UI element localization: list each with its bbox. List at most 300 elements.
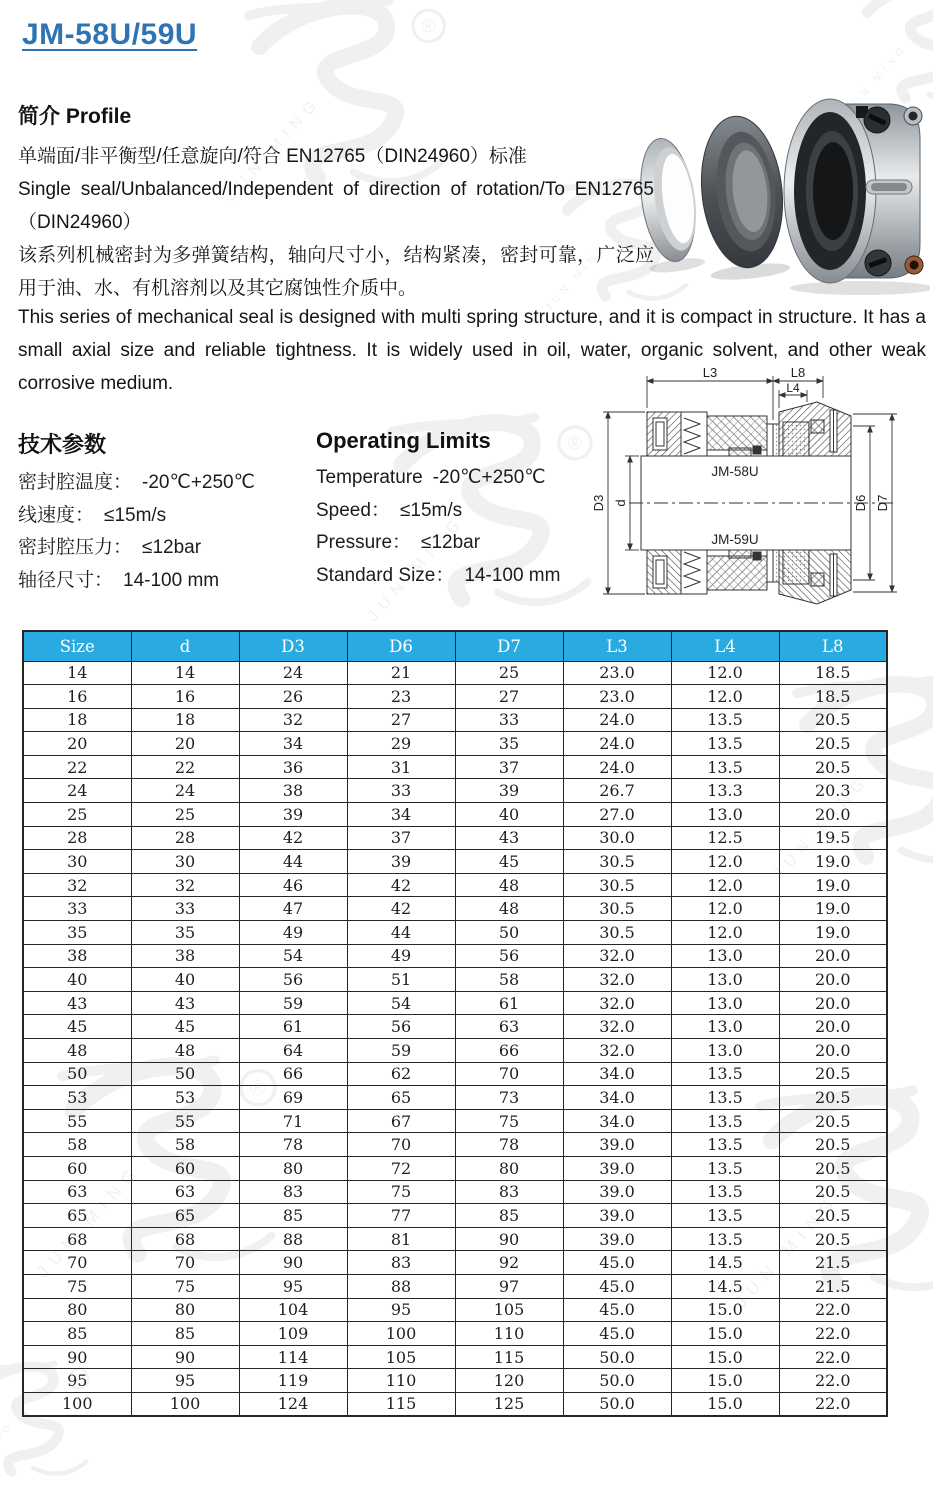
table-row bbox=[23, 1274, 887, 1298]
table-cell: 16 bbox=[23, 685, 131, 709]
table-cell: 83 bbox=[239, 1180, 347, 1204]
table-cell: 54 bbox=[239, 944, 347, 968]
table-cell: 39 bbox=[239, 803, 347, 827]
table-cell: 95 bbox=[23, 1369, 131, 1393]
tech-params-heading: 技术参数 bbox=[18, 432, 107, 457]
table-cell: 36 bbox=[239, 755, 347, 779]
table-cell: 13.5 bbox=[671, 755, 779, 779]
table-cell: 80 bbox=[23, 1298, 131, 1322]
column-header: L8 bbox=[779, 631, 887, 661]
table-cell: 58 bbox=[23, 1133, 131, 1157]
table-cell: 40 bbox=[131, 968, 239, 992]
table-cell: 25 bbox=[131, 803, 239, 827]
table-cell: 26.7 bbox=[563, 779, 671, 803]
table-cell: 14.5 bbox=[671, 1251, 779, 1275]
table-row bbox=[23, 1086, 887, 1110]
table-cell: 68 bbox=[23, 1227, 131, 1251]
table-cell: 45.0 bbox=[563, 1322, 671, 1346]
table-cell: 32 bbox=[23, 873, 131, 897]
column-header: D6 bbox=[347, 631, 455, 661]
table-cell: 120 bbox=[455, 1369, 563, 1393]
table-cell: 14 bbox=[23, 661, 131, 685]
table-cell: 75 bbox=[131, 1274, 239, 1298]
table-cell: 13.5 bbox=[671, 1086, 779, 1110]
table-cell: 13.0 bbox=[671, 1015, 779, 1039]
table-cell: 33 bbox=[347, 779, 455, 803]
table-cell: 110 bbox=[347, 1369, 455, 1393]
table-cell: 21.5 bbox=[779, 1251, 887, 1275]
table-cell: 12.0 bbox=[671, 661, 779, 685]
table-cell: 72 bbox=[347, 1156, 455, 1180]
table-cell: 13.3 bbox=[671, 779, 779, 803]
table-cell: 20.0 bbox=[779, 991, 887, 1015]
table-row bbox=[23, 1039, 887, 1063]
limit-speed: Speed： ≤15m/s bbox=[316, 499, 463, 521]
table-cell: 45.0 bbox=[563, 1298, 671, 1322]
table-cell: 15.0 bbox=[671, 1369, 779, 1393]
table-cell: 15.0 bbox=[671, 1392, 779, 1416]
table-cell: 114 bbox=[239, 1345, 347, 1369]
profile-line-en: Single seal/Unbalanced/Independent of direction of rotation/To EN12765（DIN24960） bbox=[18, 179, 654, 233]
table-cell: 39.0 bbox=[563, 1227, 671, 1251]
table-cell: 30.0 bbox=[563, 826, 671, 850]
table-row bbox=[23, 897, 887, 921]
table-cell: 33 bbox=[131, 897, 239, 921]
table-cell: 90 bbox=[131, 1345, 239, 1369]
table-cell: 30.5 bbox=[563, 850, 671, 874]
param-speed: 线速度： ≤15m/s bbox=[18, 504, 167, 526]
table-row bbox=[23, 1180, 887, 1204]
dim-label-d6: D6 bbox=[853, 494, 868, 512]
table-cell: 78 bbox=[239, 1133, 347, 1157]
table-cell: 48 bbox=[131, 1039, 239, 1063]
table-cell: 31 bbox=[347, 755, 455, 779]
limit-size: Standard Size： 14-100 mm bbox=[316, 564, 561, 586]
table-cell: 32.0 bbox=[563, 968, 671, 992]
table-cell: 24.0 bbox=[563, 708, 671, 732]
table-cell: 19.0 bbox=[779, 873, 887, 897]
table-cell: 32.0 bbox=[563, 991, 671, 1015]
table-row bbox=[23, 803, 887, 827]
table-cell: 81 bbox=[347, 1227, 455, 1251]
profile-para-en: This series of mechanical seal is designed with multi spring structure, and it is compact in structure. It has a small axial size and reliable tightness. It is widely used in oil, water, organic solvent, and other weak corrosive medium. bbox=[18, 307, 926, 394]
table-cell: 85 bbox=[455, 1204, 563, 1228]
dim-label-l4: L4 bbox=[786, 381, 800, 395]
table-cell: 42 bbox=[347, 873, 455, 897]
table-cell: 24 bbox=[239, 661, 347, 685]
table-cell: 65 bbox=[347, 1086, 455, 1110]
table-cell: 100 bbox=[23, 1392, 131, 1416]
table-cell: 37 bbox=[347, 826, 455, 850]
table-cell: 12.0 bbox=[671, 685, 779, 709]
table-cell: 20.5 bbox=[779, 1133, 887, 1157]
table-cell: 95 bbox=[131, 1369, 239, 1393]
table-row bbox=[23, 1298, 887, 1322]
operating-limits-section bbox=[316, 428, 596, 592]
table-cell: 28 bbox=[23, 826, 131, 850]
table-cell: 60 bbox=[131, 1156, 239, 1180]
table-cell: 19.0 bbox=[779, 850, 887, 874]
table-cell: 13.5 bbox=[671, 1109, 779, 1133]
table-cell: 39.0 bbox=[563, 1204, 671, 1228]
table-cell: 20.5 bbox=[779, 1227, 887, 1251]
table-cell: 18 bbox=[131, 708, 239, 732]
table-cell: 53 bbox=[131, 1086, 239, 1110]
table-row bbox=[23, 1369, 887, 1393]
table-cell: 105 bbox=[347, 1345, 455, 1369]
table-cell: 67 bbox=[347, 1109, 455, 1133]
table-cell: 75 bbox=[23, 1274, 131, 1298]
table-cell: 24 bbox=[23, 779, 131, 803]
table-cell: 110 bbox=[455, 1322, 563, 1346]
table-cell: 13.0 bbox=[671, 968, 779, 992]
table-cell: 26 bbox=[239, 685, 347, 709]
table-cell: 20.0 bbox=[779, 803, 887, 827]
table-cell: 34.0 bbox=[563, 1062, 671, 1086]
table-cell: 70 bbox=[347, 1133, 455, 1157]
table-row bbox=[23, 732, 887, 756]
table-cell: 23.0 bbox=[563, 661, 671, 685]
table-cell: 125 bbox=[455, 1392, 563, 1416]
profile-heading-en: Profile bbox=[65, 105, 132, 128]
table-cell: 66 bbox=[455, 1039, 563, 1063]
table-cell: 48 bbox=[455, 873, 563, 897]
table-cell: 20.0 bbox=[779, 1039, 887, 1063]
table-cell: 13.0 bbox=[671, 803, 779, 827]
table-cell: 100 bbox=[131, 1392, 239, 1416]
table-cell: 34.0 bbox=[563, 1086, 671, 1110]
table-cell: 13.5 bbox=[671, 708, 779, 732]
table-cell: 20.3 bbox=[779, 779, 887, 803]
table-cell: 18.5 bbox=[779, 685, 887, 709]
size-table-head bbox=[23, 631, 887, 661]
table-row bbox=[23, 944, 887, 968]
table-cell: 65 bbox=[131, 1204, 239, 1228]
table-cell: 13.5 bbox=[671, 732, 779, 756]
table-cell: 63 bbox=[131, 1180, 239, 1204]
table-cell: 33 bbox=[455, 708, 563, 732]
table-cell: 30.5 bbox=[563, 897, 671, 921]
table-cell: 12.0 bbox=[671, 873, 779, 897]
table-cell: 49 bbox=[347, 944, 455, 968]
table-cell: 27 bbox=[347, 708, 455, 732]
table-cell: 32.0 bbox=[563, 944, 671, 968]
table-cell: 45 bbox=[455, 850, 563, 874]
table-cell: 13.0 bbox=[671, 991, 779, 1015]
table-cell: 19.0 bbox=[779, 897, 887, 921]
table-cell: 70 bbox=[131, 1251, 239, 1275]
table-cell: 34 bbox=[347, 803, 455, 827]
table-cell: 20.5 bbox=[779, 1086, 887, 1110]
table-cell: 20.5 bbox=[779, 755, 887, 779]
table-cell: 32.0 bbox=[563, 1039, 671, 1063]
table-cell: 51 bbox=[347, 968, 455, 992]
table-cell: 75 bbox=[455, 1109, 563, 1133]
table-cell: 85 bbox=[131, 1322, 239, 1346]
table-cell: 15.0 bbox=[671, 1298, 779, 1322]
table-cell: 20.5 bbox=[779, 1109, 887, 1133]
table-cell: 38 bbox=[23, 944, 131, 968]
table-cell: 39.0 bbox=[563, 1180, 671, 1204]
param-pressure: 密封腔压力： ≤12bar bbox=[18, 537, 202, 558]
table-cell: 95 bbox=[239, 1274, 347, 1298]
table-cell: 15.0 bbox=[671, 1345, 779, 1369]
table-cell: 39.0 bbox=[563, 1133, 671, 1157]
table-cell: 43 bbox=[131, 991, 239, 1015]
table-cell: 63 bbox=[23, 1180, 131, 1204]
table-cell: 23.0 bbox=[563, 685, 671, 709]
table-cell: 18.5 bbox=[779, 661, 887, 685]
tech-params-section bbox=[18, 428, 313, 597]
table-cell: 77 bbox=[347, 1204, 455, 1228]
table-cell: 25 bbox=[455, 661, 563, 685]
table-row bbox=[23, 873, 887, 897]
table-cell: 109 bbox=[239, 1322, 347, 1346]
model-label-top: JM-58U bbox=[711, 464, 759, 479]
table-row bbox=[23, 755, 887, 779]
size-table-wrap bbox=[22, 630, 888, 1417]
table-cell: 13.5 bbox=[671, 1227, 779, 1251]
table-cell: 20.5 bbox=[779, 732, 887, 756]
table-cell: 20 bbox=[131, 732, 239, 756]
product-photo bbox=[630, 82, 930, 300]
table-cell: 55 bbox=[23, 1109, 131, 1133]
table-cell: 39 bbox=[455, 779, 563, 803]
param-temperature: 密封腔温度： -20℃+250℃ bbox=[18, 472, 255, 493]
technical-drawing bbox=[583, 364, 933, 618]
table-cell: 34.0 bbox=[563, 1109, 671, 1133]
profile-line-zh: 单端面/非平衡型/任意旋向/符合 EN12765（DIN24960）标准 bbox=[18, 146, 527, 167]
table-cell: 23 bbox=[347, 685, 455, 709]
table-cell: 62 bbox=[347, 1062, 455, 1086]
table-cell: 58 bbox=[455, 968, 563, 992]
table-cell: 48 bbox=[23, 1039, 131, 1063]
table-cell: 24.0 bbox=[563, 732, 671, 756]
table-row bbox=[23, 779, 887, 803]
table-cell: 90 bbox=[239, 1251, 347, 1275]
table-cell: 66 bbox=[239, 1062, 347, 1086]
table-cell: 90 bbox=[455, 1227, 563, 1251]
table-row bbox=[23, 991, 887, 1015]
table-cell: 50 bbox=[455, 921, 563, 945]
table-cell: 92 bbox=[455, 1251, 563, 1275]
limit-pressure: Pressure： ≤12bar bbox=[316, 532, 481, 553]
column-header: L4 bbox=[671, 631, 779, 661]
table-cell: 44 bbox=[239, 850, 347, 874]
table-cell: 63 bbox=[455, 1015, 563, 1039]
table-cell: 88 bbox=[347, 1274, 455, 1298]
table-cell: 24 bbox=[131, 779, 239, 803]
table-cell: 56 bbox=[347, 1015, 455, 1039]
table-row bbox=[23, 1392, 887, 1416]
table-cell: 22.0 bbox=[779, 1298, 887, 1322]
table-cell: 48 bbox=[455, 897, 563, 921]
table-cell: 55 bbox=[131, 1109, 239, 1133]
table-cell: 12.5 bbox=[671, 826, 779, 850]
table-cell: 19.5 bbox=[779, 826, 887, 850]
table-cell: 61 bbox=[239, 1015, 347, 1039]
table-cell: 33 bbox=[23, 897, 131, 921]
table-cell: 13.5 bbox=[671, 1133, 779, 1157]
table-cell: 45 bbox=[23, 1015, 131, 1039]
table-cell: 46 bbox=[239, 873, 347, 897]
dim-label-d: d bbox=[613, 499, 628, 507]
table-cell: 20 bbox=[23, 732, 131, 756]
profile-section bbox=[18, 100, 654, 305]
dim-label-l3: L3 bbox=[702, 365, 718, 380]
table-cell: 12.0 bbox=[671, 850, 779, 874]
table-row bbox=[23, 1345, 887, 1369]
table-cell: 71 bbox=[239, 1109, 347, 1133]
table-cell: 22 bbox=[131, 755, 239, 779]
seal-head-assembly bbox=[784, 99, 930, 295]
table-cell: 14 bbox=[131, 661, 239, 685]
table-cell: 12.0 bbox=[671, 897, 779, 921]
table-cell: 20.0 bbox=[779, 968, 887, 992]
size-table-body bbox=[23, 661, 887, 1416]
column-header: d bbox=[131, 631, 239, 661]
table-row bbox=[23, 1204, 887, 1228]
header-row bbox=[23, 631, 887, 661]
table-cell: 69 bbox=[239, 1086, 347, 1110]
table-cell: 20.5 bbox=[779, 1204, 887, 1228]
table-cell: 13.5 bbox=[671, 1062, 779, 1086]
table-cell: 50 bbox=[23, 1062, 131, 1086]
table-cell: 42 bbox=[347, 897, 455, 921]
table-cell: 32.0 bbox=[563, 1015, 671, 1039]
table-cell: 44 bbox=[347, 921, 455, 945]
table-cell: 16 bbox=[131, 685, 239, 709]
table-cell: 50.0 bbox=[563, 1392, 671, 1416]
table-cell: 22.0 bbox=[779, 1369, 887, 1393]
table-cell: 22.0 bbox=[779, 1392, 887, 1416]
table-cell: 50 bbox=[131, 1062, 239, 1086]
table-cell: 27 bbox=[455, 685, 563, 709]
table-cell: 32 bbox=[239, 708, 347, 732]
table-row bbox=[23, 826, 887, 850]
dim-label-d7: D7 bbox=[875, 494, 890, 512]
table-cell: 100 bbox=[347, 1322, 455, 1346]
table-cell: 18 bbox=[23, 708, 131, 732]
table-cell: 64 bbox=[239, 1039, 347, 1063]
table-cell: 85 bbox=[23, 1322, 131, 1346]
table-cell: 20.5 bbox=[779, 708, 887, 732]
table-row bbox=[23, 661, 887, 685]
table-cell: 12.0 bbox=[671, 921, 779, 945]
table-row bbox=[23, 685, 887, 709]
table-cell: 27.0 bbox=[563, 803, 671, 827]
table-cell: 95 bbox=[347, 1298, 455, 1322]
table-cell: 13.0 bbox=[671, 944, 779, 968]
table-cell: 65 bbox=[23, 1204, 131, 1228]
table-cell: 59 bbox=[347, 1039, 455, 1063]
table-row bbox=[23, 921, 887, 945]
table-cell: 14.5 bbox=[671, 1274, 779, 1298]
table-cell: 124 bbox=[239, 1392, 347, 1416]
table-cell: 49 bbox=[239, 921, 347, 945]
dim-label-l8: L8 bbox=[790, 365, 806, 380]
table-cell: 43 bbox=[455, 826, 563, 850]
table-row bbox=[23, 1322, 887, 1346]
table-cell: 20.0 bbox=[779, 944, 887, 968]
table-cell: 22.0 bbox=[779, 1345, 887, 1369]
limit-temperature: Temperature -20℃+250℃ bbox=[316, 467, 546, 488]
table-cell: 70 bbox=[455, 1062, 563, 1086]
table-cell: 78 bbox=[455, 1133, 563, 1157]
table-cell: 50.0 bbox=[563, 1345, 671, 1369]
table-cell: 54 bbox=[347, 991, 455, 1015]
table-cell: 30.5 bbox=[563, 921, 671, 945]
operating-limits-heading: Operating Limits bbox=[316, 428, 491, 453]
table-row bbox=[23, 1251, 887, 1275]
table-cell: 30.5 bbox=[563, 873, 671, 897]
table-cell: 21.5 bbox=[779, 1274, 887, 1298]
profile-para-zh: 该系列机械密封为多弹簧结构，轴向尺寸小，结构紧凑，密封可靠，广泛应用于油、水、有机溶剂以及其它腐蚀性介质中。 bbox=[18, 245, 654, 299]
table-cell: 119 bbox=[239, 1369, 347, 1393]
table-cell: 13.5 bbox=[671, 1204, 779, 1228]
table-cell: 20.5 bbox=[779, 1156, 887, 1180]
table-cell: 40 bbox=[23, 968, 131, 992]
table-row bbox=[23, 1062, 887, 1086]
table-cell: 45.0 bbox=[563, 1274, 671, 1298]
table-cell: 53 bbox=[23, 1086, 131, 1110]
table-cell: 80 bbox=[239, 1156, 347, 1180]
table-row bbox=[23, 1109, 887, 1133]
table-cell: 56 bbox=[239, 968, 347, 992]
seal-ring-dark bbox=[694, 112, 791, 282]
table-cell: 20.5 bbox=[779, 1180, 887, 1204]
table-cell: 39 bbox=[347, 850, 455, 874]
table-cell: 43 bbox=[23, 991, 131, 1015]
table-cell: 19.0 bbox=[779, 921, 887, 945]
column-header: D7 bbox=[455, 631, 563, 661]
table-cell: 47 bbox=[239, 897, 347, 921]
table-cell: 28 bbox=[131, 826, 239, 850]
table-cell: 58 bbox=[131, 1133, 239, 1157]
table-row bbox=[23, 968, 887, 992]
table-cell: 37 bbox=[455, 755, 563, 779]
table-cell: 70 bbox=[23, 1251, 131, 1275]
table-cell: 30 bbox=[23, 850, 131, 874]
table-cell: 105 bbox=[455, 1298, 563, 1322]
table-cell: 32 bbox=[131, 873, 239, 897]
table-cell: 39.0 bbox=[563, 1156, 671, 1180]
table-cell: 20.5 bbox=[779, 1062, 887, 1086]
column-header: Size bbox=[23, 631, 131, 661]
table-cell: 104 bbox=[239, 1298, 347, 1322]
table-cell: 45.0 bbox=[563, 1251, 671, 1275]
table-cell: 50.0 bbox=[563, 1369, 671, 1393]
table-cell: 20.0 bbox=[779, 1015, 887, 1039]
table-row bbox=[23, 850, 887, 874]
table-cell: 38 bbox=[239, 779, 347, 803]
param-size: 轴径尺寸： 14-100 mm bbox=[18, 569, 220, 591]
table-cell: 56 bbox=[455, 944, 563, 968]
table-cell: 97 bbox=[455, 1274, 563, 1298]
table-cell: 83 bbox=[347, 1251, 455, 1275]
table-cell: 25 bbox=[23, 803, 131, 827]
table-cell: 115 bbox=[347, 1392, 455, 1416]
table-cell: 22 bbox=[23, 755, 131, 779]
table-cell: 80 bbox=[455, 1156, 563, 1180]
table-row bbox=[23, 1133, 887, 1157]
table-cell: 88 bbox=[239, 1227, 347, 1251]
table-cell: 73 bbox=[455, 1086, 563, 1110]
table-cell: 38 bbox=[131, 944, 239, 968]
model-label-bottom: JM-59U bbox=[711, 532, 759, 547]
table-cell: 35 bbox=[455, 732, 563, 756]
table-cell: 29 bbox=[347, 732, 455, 756]
